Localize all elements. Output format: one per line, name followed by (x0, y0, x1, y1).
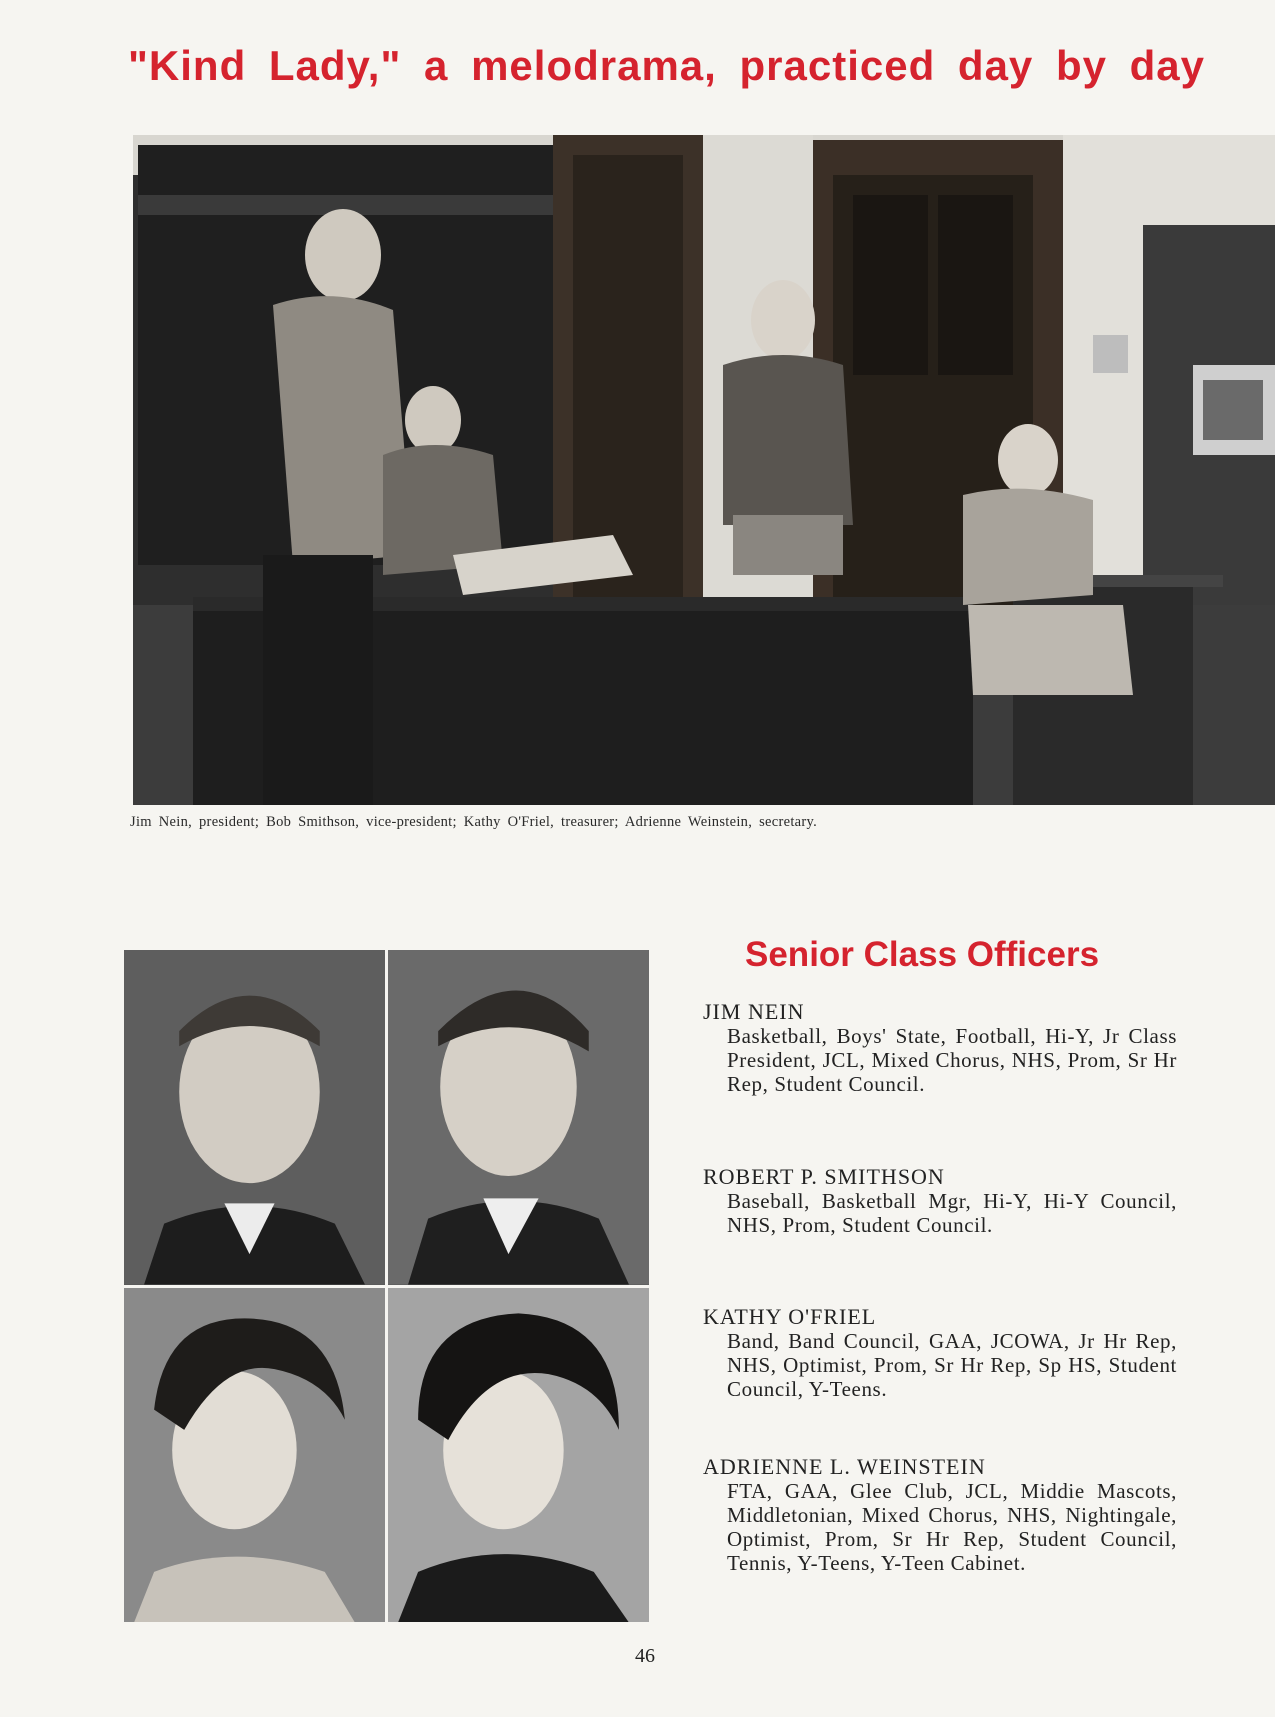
portrait-jim-nein (124, 950, 385, 1285)
page-headline: "Kind Lady," a melodrama, practiced day by day (128, 42, 1206, 89)
section-title: Senior Class Officers (745, 935, 1100, 974)
portrait-grid (124, 950, 649, 1622)
page-number: 46 (635, 1645, 655, 1667)
officer-activities: Baseball, Basketball Mgr, Hi-Y, Hi-Y Council, NHS, Prom, Student Council. (727, 1189, 1177, 1237)
officer-name: KATHY O'FRIEL (703, 1304, 877, 1329)
officer-entry-kathy-ofriel (703, 1305, 1183, 1401)
portrait-adrienne-weinstein (388, 1288, 649, 1623)
officer-name: ROBERT P. SMITHSON (703, 1164, 945, 1189)
portrait-kathy-ofriel (124, 1288, 385, 1623)
group-photo (133, 135, 1275, 805)
officer-name: JIM NEIN (703, 999, 805, 1024)
officer-activities: Basketball, Boys' State, Football, Hi-Y, Jr Class President, JCL, Mixed Chorus, NHS, Prom, Sr Hr Rep, Student Council. (727, 1024, 1177, 1096)
group-photo-caption: Jim Nein, president; Bob Smithson, vice-president; Kathy O'Friel, treasurer; Adrienne Weinstein, secretary. (130, 814, 818, 830)
officer-entry-robert-smithson (703, 1165, 1183, 1237)
officer-activities: FTA, GAA, Glee Club, JCL, Middie Mascots, Middletonian, Mixed Chorus, NHS, Nightingale, Optimist, Prom, Sr Hr Rep, Student Council, Tennis, Y-Teens, Y-Teen Cabinet. (727, 1479, 1177, 1575)
officer-entry-jim-nein (703, 1000, 1183, 1096)
officer-name: ADRIENNE L. WEINSTEIN (703, 1454, 986, 1479)
officer-entry-adrienne-weinstein (703, 1455, 1183, 1575)
portrait-robert-smithson (388, 950, 649, 1285)
officer-activities: Band, Band Council, GAA, JCOWA, Jr Hr Rep, NHS, Optimist, Prom, Sr Hr Rep, Sp HS, Student Council, Y-Teens. (727, 1329, 1177, 1401)
